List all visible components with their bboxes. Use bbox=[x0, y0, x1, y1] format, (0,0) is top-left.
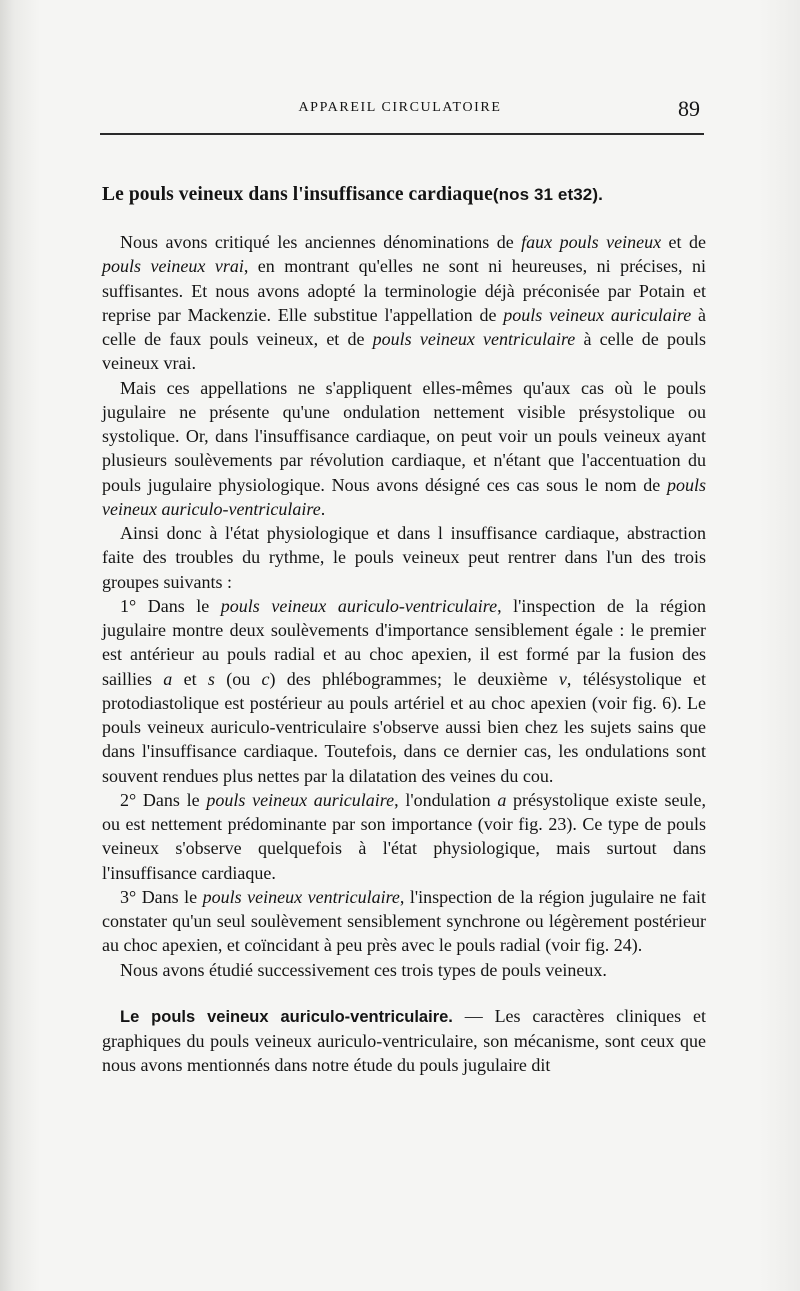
paragraph bbox=[102, 594, 706, 788]
text-run: à celle de faux pouls veineux, et de bbox=[102, 304, 706, 349]
text-run: Ainsi donc à l'état physiologique et dans l insuffisance cardiaque, abstraction faite des troubles du rythme, le pouls veineux peut rentrer dans l'un des trois groupes suivants : bbox=[102, 523, 706, 592]
italic-term: s bbox=[207, 668, 215, 689]
italic-term: pouls veineux auriculaire bbox=[503, 304, 692, 325]
italic-term: pouls veineux auriculo-ventriculaire bbox=[102, 474, 706, 519]
text-run: — Les caractères cliniques et graphiques du pouls veineux auriculo-ventriculaire, son mécanisme, sont ceux que nous avons mentionnés dans notre étude du pouls jugulaire dit bbox=[102, 1005, 706, 1076]
run-in-heading: Le pouls veineux auriculo-ventriculaire. bbox=[120, 1007, 453, 1026]
italic-term: pouls veineux auriculo-ventriculaire bbox=[220, 595, 498, 616]
paragraph bbox=[102, 788, 706, 885]
section-heading-text: Le pouls veineux dans l'insuffisance cardiaque bbox=[102, 184, 493, 205]
text-run: 1° Dans le bbox=[120, 595, 221, 616]
text-run: 3° Dans le bbox=[120, 886, 203, 907]
text-run: présystolique existe seule, ou est nettement prédominante par son importance (voir fig. 23). Ce type de pouls veineux s'observe quelquefois à l'état physiologique, mais surtout dans l'insuffisance cardiaque. bbox=[102, 789, 706, 883]
italic-term: pouls veineux ventriculaire bbox=[202, 886, 400, 907]
text-run: , télésystolique et protodiastolique est postérieur au pouls artériel et au choc apexien (voir fig. 6). Le pouls veineux auriculo-ventriculaire s'observe aussi bien chez les sujets sains que dans l'insuffisance cardiaque. Toutefois, dans ce dernier cas, les ondulations sont souvent rendues plus nettes par la dilatation des veines du cou. bbox=[102, 668, 706, 786]
text-run: Mais ces appellations ne s'appliquent elles-mêmes qu'aux cas où le pouls jugulaire ne présente qu'une ondulation nettement visible présystolique ou systolique. Or, dans l'insuffisance cardiaque, on peut voir un pouls veineux ayant plusieurs soulèvements par révolution cardiaque, et n'étant que l'accentuation du pouls jugulaire physiologique. Nous avons désigné ces cas sous le nom de bbox=[102, 377, 706, 495]
header-rule bbox=[100, 133, 704, 135]
page-header bbox=[100, 96, 700, 122]
italic-term: pouls veineux vrai bbox=[102, 256, 244, 277]
paragraph bbox=[102, 230, 706, 376]
text-run: , l'inspection de la région jugulaire ne fait constater qu'un seul soulèvement sensiblement synchrone ou légèrement postérieur au choc apexien, et coïncidant à peu près avec le pouls radial (voir fig. 24). bbox=[102, 886, 706, 956]
paragraph bbox=[102, 521, 706, 594]
italic-term: faux pouls veineux bbox=[521, 232, 662, 252]
text-run: et bbox=[172, 668, 208, 689]
page-number: 89 bbox=[678, 96, 700, 121]
text-run: 2° Dans le bbox=[120, 789, 207, 810]
text-run: et de bbox=[661, 232, 706, 252]
text-run: . bbox=[320, 498, 326, 519]
italic-term: v bbox=[558, 668, 567, 689]
text-run: , l'inspection de la région jugulaire montre deux soulèvements d'importance sensiblement égale : le premier est antérieur au pouls radial et au choc apexien, il est formé par la fusion des saillies bbox=[102, 595, 706, 689]
text-run: Nous avons étudié successivement ces trois types de pouls veineux. bbox=[120, 959, 607, 980]
paragraph bbox=[102, 958, 706, 982]
text-run: Nous avons critiqué les anciennes dénominations de bbox=[120, 232, 522, 252]
italic-term: a bbox=[163, 668, 173, 689]
paragraph bbox=[102, 376, 706, 522]
text-run: , en montrant qu'elles ne sont ni heureuses, ni précises, ni suffisantes. Et nous avons adopté la terminologie déjà préconisée par Potain et reprise par Mackenzie. Elle substitue l'appellation de bbox=[102, 256, 706, 325]
text-run: (ou bbox=[214, 668, 262, 689]
section-heading bbox=[102, 184, 702, 206]
italic-term: c bbox=[261, 668, 270, 689]
text-run: , l'ondulation bbox=[394, 789, 498, 810]
italic-term: a bbox=[497, 789, 507, 810]
section-heading-refs: (nos 31 et32). bbox=[492, 185, 603, 204]
paragraph bbox=[102, 1004, 706, 1078]
text-run: ) des phlébogrammes; le deuxième bbox=[269, 668, 559, 689]
italic-term: pouls veineux ventriculaire bbox=[372, 329, 576, 349]
text-run: à celle de pouls veineux vrai. bbox=[102, 329, 706, 374]
paragraph bbox=[102, 885, 706, 958]
body-text bbox=[102, 230, 706, 1078]
running-title: APPAREIL CIRCULATOIRE bbox=[298, 100, 502, 115]
italic-term: pouls veineux auriculaire bbox=[206, 789, 395, 810]
